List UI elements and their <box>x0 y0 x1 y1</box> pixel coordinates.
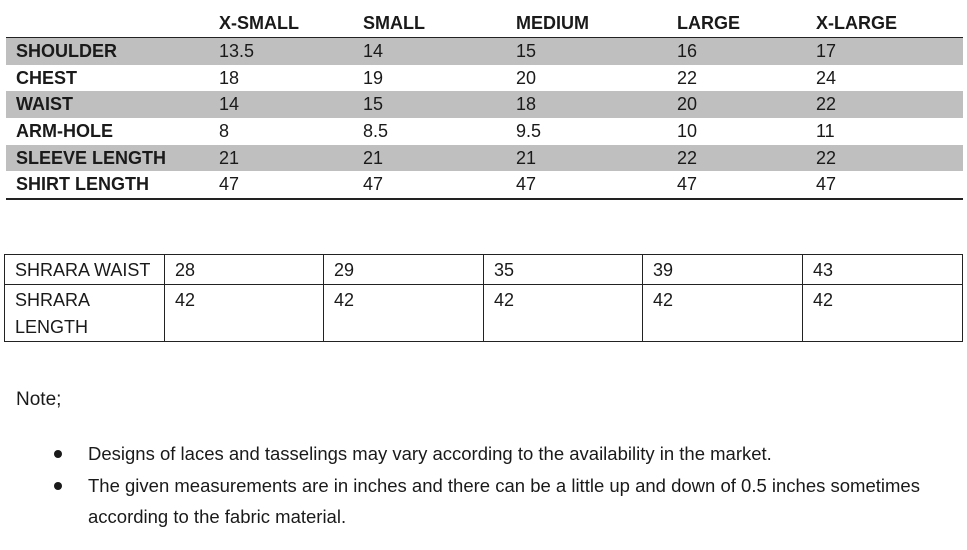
table-cell: 35 <box>484 255 643 285</box>
table-cell: 28 <box>165 255 324 285</box>
table-row-shrara-length <box>5 285 963 342</box>
table-cell: 42 <box>484 285 643 342</box>
table-cell: 14 <box>363 40 384 61</box>
size-chart-table <box>6 9 963 200</box>
note-title: Note; <box>16 389 62 410</box>
row-label-shoulder: SHOULDER <box>16 40 118 61</box>
table-cell: 11 <box>816 120 835 141</box>
table-cell: 18 <box>219 67 240 88</box>
table-cell: 16 <box>677 40 698 61</box>
table-cell: 47 <box>219 174 240 195</box>
row-label-waist: WAIST <box>16 94 73 115</box>
shrara-table <box>4 254 963 342</box>
table-cell: 22 <box>816 147 837 168</box>
table-cell: 21 <box>219 147 240 168</box>
table-cell: 47 <box>516 174 537 195</box>
table-cell: 47 <box>677 174 698 195</box>
table-cell: 9.5 <box>516 120 542 141</box>
table-cell: 20 <box>677 94 698 115</box>
table-cell: 47 <box>816 174 837 195</box>
table-cell: 43 <box>803 255 963 285</box>
table-row-sleeve-length <box>6 145 963 172</box>
size-header-x-large: X-LARGE <box>806 9 963 38</box>
table-cell: 20 <box>516 67 537 88</box>
bullet-icon <box>54 482 62 490</box>
table-cell: 17 <box>816 40 837 61</box>
table-cell: 19 <box>363 67 384 88</box>
note-text: The given measurements are in inches and there can be a little up and down of 0.5 inches sometimes according to the fabric material. <box>88 474 920 527</box>
table-cell: 39 <box>643 255 803 285</box>
table-row-shrara-waist <box>5 255 963 285</box>
table-cell: 22 <box>677 67 698 88</box>
table-cell: 42 <box>165 285 324 342</box>
row-label-chest: CHEST <box>16 67 78 88</box>
table-cell: 18 <box>516 94 537 115</box>
row-label-sleeve-length: SLEEVE LENGTH <box>16 147 167 168</box>
note-list <box>0 438 967 533</box>
list-item <box>0 438 967 470</box>
table-cell: 15 <box>363 94 384 115</box>
row-label-shrara-length: SHRARA LENGTH <box>5 285 165 342</box>
table-row-arm-hole <box>6 118 963 145</box>
table-cell: 21 <box>516 147 537 168</box>
note-text: Designs of laces and tasselings may vary according to the availability in the market. <box>88 443 772 464</box>
row-label-shirt-length: SHIRT LENGTH <box>16 174 149 195</box>
row-label-shrara-waist: SHRARA WAIST <box>5 255 165 285</box>
row-label-arm-hole: ARM-HOLE <box>16 120 113 141</box>
table-cell: 29 <box>324 255 484 285</box>
table-cell: 22 <box>816 94 837 115</box>
list-item <box>0 470 967 533</box>
table-cell: 42 <box>643 285 803 342</box>
table-cell: 10 <box>677 120 698 141</box>
table-row-shirt-length <box>6 171 963 199</box>
table-row-waist <box>6 91 963 118</box>
table-cell: 42 <box>324 285 484 342</box>
size-header-row <box>6 9 963 38</box>
table-cell: 47 <box>363 174 384 195</box>
table-cell: 8 <box>219 120 230 141</box>
table-row-shoulder <box>6 38 963 65</box>
table-cell: 22 <box>677 147 698 168</box>
table-cell: 21 <box>363 147 384 168</box>
table-row-chest <box>6 65 963 92</box>
table-cell: 8.5 <box>363 120 389 141</box>
size-header-x-small: X-SMALL <box>209 9 353 38</box>
size-header-small: SMALL <box>353 9 506 38</box>
table-cell: 24 <box>816 67 837 88</box>
size-header-medium: MEDIUM <box>506 9 667 38</box>
table-cell: 15 <box>516 40 537 61</box>
size-header-corner <box>6 9 209 38</box>
size-header-large: LARGE <box>667 9 806 38</box>
bullet-icon <box>54 450 62 458</box>
table-cell: 14 <box>219 94 240 115</box>
table-cell: 42 <box>803 285 963 342</box>
table-cell: 13.5 <box>219 40 255 61</box>
